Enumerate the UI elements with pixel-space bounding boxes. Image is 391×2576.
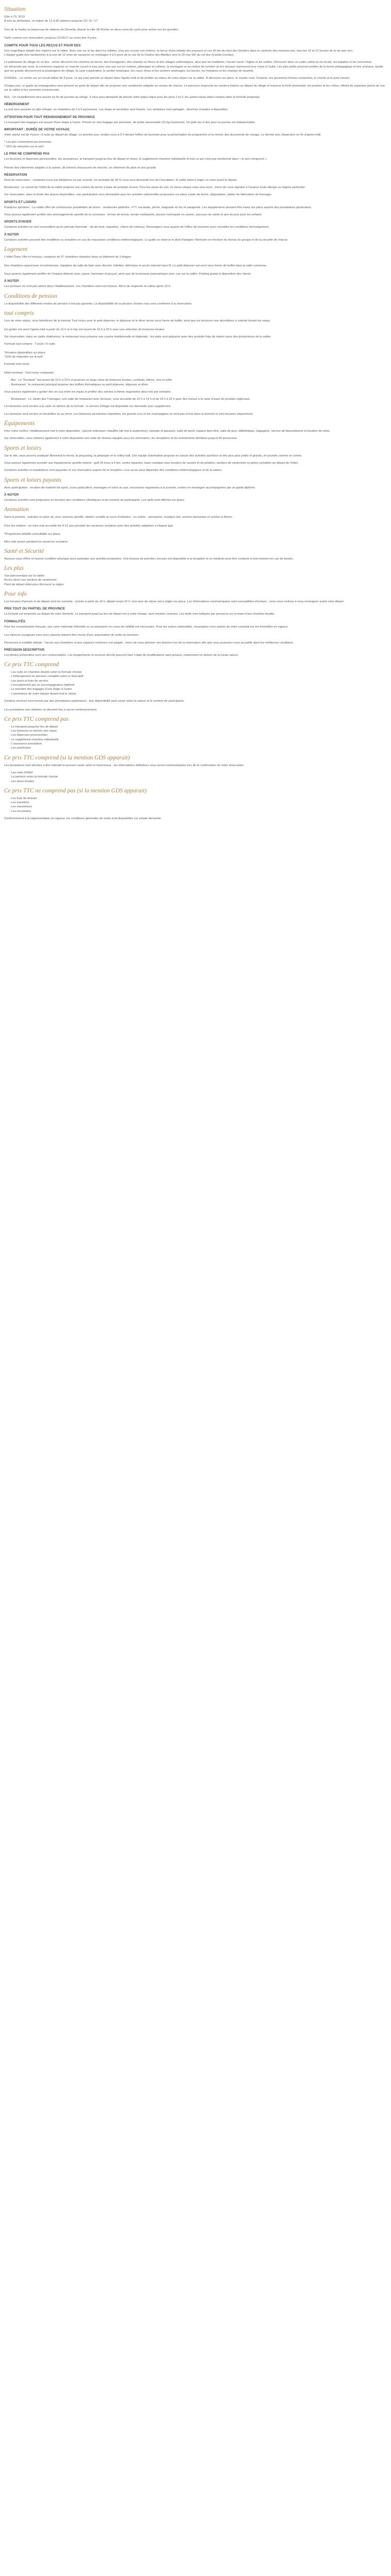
list-item: - L'hébergement en pension complète selon le descriptif [9, 674, 387, 679]
paragraph: Mini-club ouvert pendant les vacances scolaires. [4, 540, 69, 544]
section-ce-prix-ttc-comprend-si-la-mention-gds-apparait [4, 755, 387, 784]
section-block-45 [4, 648, 387, 657]
list-item: - Les frais de dossier [9, 796, 387, 801]
list-item: - Le transfert des bagages d'une étape à l'autre [9, 687, 387, 691]
section-block-5 [4, 95, 387, 99]
section-block-6 [4, 103, 387, 112]
section-heading: Ce prix TTC comprend (si la mention GDS apparait) [4, 754, 130, 761]
section-heading: Conditions de pension [4, 293, 57, 299]
paragraph: Sur le site, vous pourrez pratiquer librement le tennis, le ping-pong, la pétanque et le volley-ball. Une équipe d'animation propose en saison des activités sportives et des jeux pour petits et grands, en journée comme en soirée. [4, 454, 302, 457]
list-item: - Les dépenses personnelles [9, 733, 387, 737]
subheading: À NOTER [4, 232, 19, 236]
subheading: LE PRIX NE COMPREND PAS [4, 151, 50, 156]
section-block-2 [4, 60, 387, 73]
subheading: À NOTER [4, 493, 19, 497]
section-heading: Ce prix TTC comprend pas [4, 716, 69, 722]
paragraph: La nuit sera assurée en gîte d'étape, en chambres de 2 à 6 personnes. Les draps et serviettes sont fournis. Les sanitaires sont partagés ; douches chaudes à disposition. [4, 108, 229, 112]
paragraph: Gîte à 70, 2019 À tout au printemps, un séjour de 13 à 66 visiteurs jusqu'au 21/ 16 / 17 Tout de la Vuelta ou beaucoup de stations de Ginevita, depuis la ville ZE-Roche en deux coins de cycle pour arriver sur les grandes. Tarifs comme une réservation: jusqu'au 21/16/17 au cours des 4 jours. [4, 15, 179, 40]
subheading: ATTENTION POUR TOUT RENSEIGNEMENT DE PROVINCE [4, 115, 95, 119]
bullet-list [4, 670, 387, 696]
section-block-33 [4, 461, 387, 465]
section-block-42 [4, 607, 387, 616]
subheading: RÉSERVATION [4, 173, 27, 177]
subheading: HÉBERGEMENT [4, 103, 29, 107]
paragraph: Certains services sont fournis par des prestataires partenaires ; leur disponibilité peut varier selon la saison et le nombre de participants. Les prestations non utilisées ne donnent lieu à aucun remboursement. [4, 699, 185, 711]
paragraph: Le transport des bagages est assuré d'une étape à l'autre. Prévoir un seul bagage par personne, de poids raisonnable (15 kg maximum). Un petit sac à dos pour la journée est indispensable. [4, 121, 256, 124]
section-heading: Ce prix TTC ne comprend pas (si la mention GDS apparait) [4, 787, 147, 794]
section-heading: Logement [4, 246, 28, 252]
paragraph: Les animaux ne sont pas admis dans l'établissement. Les chambres sont non-fumeur. Merci de respecter le calme après 22 h. [4, 285, 171, 289]
section-block-28 [4, 404, 387, 409]
paragraph: Formule tout inclus Hôtel terminal : Tout inclus comprend : [4, 363, 55, 375]
section-logement [4, 246, 387, 276]
paragraph: Les photos présentées sont non contractuelles. Les équipements et services décrits peuvent faire l'objet de modifications sans préavis, notamment en dehors de la haute saison. [4, 653, 239, 657]
list-item: - L'assurance annulation [9, 742, 387, 746]
list-item: - Les excursions [9, 809, 387, 814]
paragraph: Vue panoramique sur la vallée Accès direct aux sentiers de randonnée Point de départ idéal pour découvrir la région [4, 574, 64, 586]
paragraph: Le patrimoine du village en ce lieu : venez découvrir les chemins du terroir, des fromageries, des champs en fleurs et des villages authentiques, ainsi que les traditions, l'ancien lavoir, l'église et les ruelles. Découvrir dans un cadre calme la vie locale, les balades et les rencontres. Un dimanche par mois, la commune organise un marché ouvert à tous avec une vue sur les rivières, pâturages et collines, la montagne et sa chaîne de lumière où les oiseaux reprennent leur chant à l'aube. Les plus petits pourront profiter de la ferme pédagogique et des animaux, tandis que les grands découvriront la boulangerie du village, la cave coopérative, le sentier botanique, les cours d'eau et les sentiers aménagés, les lavoirs, les fontaines et les champs de lavande. [4, 61, 383, 73]
section-heading: Santé et Sécurité [4, 548, 44, 554]
subheading: FORMALITÉS [4, 619, 25, 623]
section-block-9 [4, 140, 387, 149]
section-sports-et-loisirs-payants [4, 477, 387, 490]
list-item: - Bar : Le "Fontaine" est ouvert de 10 h à 23 h et propose un large choix de boissons locales, cocktails, bières, vins et softs [9, 378, 387, 382]
paragraph: Certaines activités ne sont accessibles qu'en période hivernale : ski de fond, raquettes, chiens de traîneau. Renseignez-vous auprès de l'office de tourisme pour connaître les conditions d'enneigement. [4, 226, 270, 229]
section-heading: Équipements [4, 420, 35, 427]
list-item: - Les taxes et frais de service [9, 679, 387, 683]
section-block-29 [4, 412, 387, 416]
list-item: - Les nuits en chambre double selon la formule choisie [9, 670, 387, 674]
bullet-list [4, 771, 387, 784]
section-block-36 [4, 493, 387, 502]
list-item: - L'assistance de notre équipe durant tout le séjour [9, 692, 387, 696]
section-heading: Situation [4, 6, 26, 12]
section-block-14 [4, 200, 387, 210]
paragraph: Une magnifique balade des régions sur la vallée. Avec vue sur le lac dans les vallées, cinq ans à jouer ces rivières, la tenue d'une balade des paysans et ces 50 km du haut des Sentiers dans le contexte des maisons nos, tous les 10 et 12 heures de la vie que rien. L'équipe guide des randonnées à la une de 12 mois de vacances en montagne 4 à 5 jours de la vue de la Chaîne des Abeilles vers le 29 mai 15h du col des Grands-Combes. [4, 49, 353, 57]
paragraph: Avec participation : location de matériel de sport, cours particuliers, massages et soins au spa, excursions organisées à la journée, sorties en montagne accompagnées par un guide diplômé. [4, 486, 256, 489]
paragraph: Les boissons sont servies à la carte en dehors de la formule ; le service d'étage est disponible sur demande avec supplément. [4, 405, 171, 409]
section-block-16 [4, 220, 387, 229]
paragraph: NUL : Un ravitaillement sera assuré en fin de journée au refuge. Il vous sera demandé de prévoir votre pique-nique pour les jours 2 et 3, les autres repas étant compris dans la formule proposée. [4, 96, 260, 99]
section-les-plus [4, 565, 387, 587]
section-block-44 [4, 641, 387, 645]
bullet-list [4, 796, 387, 814]
section-block-11 [4, 173, 387, 182]
bullet-list [4, 378, 387, 387]
paragraph: Formule tout compris : 7 jours / 6 nuits *Horaires disponibles sur place *10% de réduction sur le tarif [4, 343, 55, 359]
subheading: SPORTS ET LOISIRS [4, 200, 37, 204]
list-item: - Les nuits d'hôtel [9, 771, 387, 775]
section-block-38 [4, 540, 387, 544]
section-ce-prix-ttc-comprend [4, 662, 387, 696]
paragraph: Vous pouvez également y goûter des en-cas entre les repas et profiter des soirées à thème organisées deux fois par semaine. [4, 390, 172, 394]
paragraph: Pour les ressortissants français, une carte nationale d'identité ou un passeport en cours de validité est nécessaire. Pour les autres nationalités, renseignez-vous auprès de votre consulat sur les formalités en vigueur. Les mineurs voyageant sans leurs parents doivent être munis d'une autorisation de sortie du territoire. [4, 625, 288, 637]
section-block-24 [4, 362, 387, 375]
bullet-list [4, 397, 387, 401]
list-item: - La pension selon la formule choisie [9, 775, 387, 779]
subheading: À NOTER [4, 279, 19, 283]
list-item: - Restaurant : Le Jardin des Tramages, une salle de restaurant avec terrasse, vous accueille de 12 h à 14 h et de 19 h à 22 h pour des menus à la carte à base de produits régionaux [9, 397, 387, 401]
section-block-15 [4, 213, 387, 217]
subheading: IMPORTANT : DURÉE DE VOTRE VOYAGE [4, 128, 70, 132]
section-block-17 [4, 233, 387, 242]
list-item: - Les pourboires [9, 746, 387, 750]
section-block-3 [4, 76, 387, 80]
paragraph: Certaines activités peuvent être modifiées ou annulées en cas de mauvaises conditions météorologiques. Le guide se réserve le droit d'adapter l'itinéraire en fonction du niveau du groupe et de la sécurité de chacun. [4, 238, 289, 242]
section-block-43 [4, 620, 387, 638]
section-block-8 [4, 128, 387, 137]
paragraph: Chaque jour, un guide accompagnateur sera présent au point de départ afin de proposer une randonnée adaptée au niveau de chacun. Le parcours emprunte les sentiers balisés au départ du village et traverse la forêt domaniale, les prairies et les crêtes, offrant de superbes points de vue sur la vallée et les sommets environnants. [4, 84, 385, 92]
list-item: - Le transport jusqu'au lieu de départ [9, 725, 387, 729]
subheading: PRIX TOUT OU PARTIEL DE PROVINCE [4, 607, 65, 611]
section-block-10 [4, 152, 387, 170]
paragraph: Lors de votre séjour, vous bénéficiez de la formule Tout inclus avec le petit déjeuner, le déjeuner et le dîner servis sous forme de buffet, ainsi que les boissons non alcoolisées à volonté durant les repas. Un goûter est servi l'après-midi à partir de 16 h et le bar est ouvert de 10 h à 23 h avec une sélection de boissons locales. [4, 319, 271, 331]
paragraph: Certaines activités et installations sont payantes et sur réservation auprès de la réception. Leur accès peut dépendre des conditions météorologiques et de la saison. [4, 469, 223, 472]
section-equipements [4, 420, 387, 433]
section-animation [4, 506, 387, 536]
paragraph: CONSEIL : Le centre sur un circuit balisé de 4 jours, ce qui vous permet un départ dans l'après-midi et de profiter au mieux de votre séjour sur la vallée. À découvrir sur place, le musée rural, l'oratoire, les anciennes fermes restaurées, le moulin et le pont romain. [4, 77, 350, 80]
section-ce-prix-ttc-ne-comprend-pas-si-la-mention-gds-apparait [4, 788, 387, 821]
paragraph: Pratiques sportives : La vallée offre de nombreuses possibilités de loisirs : randonnée pédestre, VTT, escalade, pêche, baignade en lac et parapente. Les équipements peuvent être loués sur place auprès des prestataires partenaires. [4, 206, 312, 209]
section-block-19 [4, 279, 387, 289]
section-heading: Ce prix TTC comprend [4, 662, 59, 668]
paragraph: Vous pouvez également accéder aux équipements sportifs voisins : golf 18 trous à 5 km, centre équestre, base nautique avec location de canoës et de pédalos, sentiers de randonnée et pistes cyclables au départ de l'hôtel. [4, 461, 299, 465]
section-block-12 [4, 185, 387, 190]
section-heading: Animation [4, 506, 29, 513]
section-sports-et-loisirs [4, 445, 387, 458]
paragraph: Les prestations sont décrites à titre indicatif et peuvent varier selon le fournisseur ; les informations définitives vous seront communiquées lors de la confirmation de votre réservation. [4, 764, 245, 767]
section-block-4 [4, 84, 387, 93]
paragraph: L'hôtel Ôase Ville et réseaux, composé de 57 chambres réparties dans un bâtiment de 3 étages. Des chambres spacieuses et lumineuses, équipées de salle de bain avec douche, toilettes, télévision et accès internet sans fil. Le petit déjeuner est servi sous forme de buffet dans la salle commune. Vous pourrez également profiter de l'espace détente avec sauna, hammam et jacuzzi, ainsi que de la terrasse panoramique avec vue sur la vallée. Parking gratuit à disposition des clients. [4, 255, 267, 276]
section-situation [4, 6, 387, 41]
list-item: - Le supplément chambre individuelle [9, 738, 387, 742]
paragraph: La formule est proposée au départ de votre domicile. Le transport jusqu'au lieu de départ est à votre charge, sauf mention contraire. Les tarifs sont indiqués par personne sur la base d'une chambre double. [4, 613, 275, 616]
page-content [0, 0, 391, 825]
section-heading: tout compris [4, 310, 34, 316]
section-block-31 [4, 436, 387, 440]
bullet-list [4, 725, 387, 751]
paragraph: La disponibilité des différents modes de pension n'est pas garantie. La disponibilité de la pension choisie vous sera confirmée à la réservation. [4, 302, 192, 306]
paragraph: Droit de réservation : contactez-nous par téléphone ou par courriel. Un acompte de 30 % vous sera demandé lors de l'inscription, le solde étant à régler un mois avant le départ. [4, 178, 237, 182]
section-block-47 [4, 699, 387, 712]
paragraph: Les boissons sont servies en bouteilles ou au verre. Les boissons alcoolisées importées, les grands crus et les champagnes ne sont pas inclus dans la formule et sont facturés séparément. [4, 412, 254, 416]
section-block-13 [4, 193, 387, 197]
section-block-7 [4, 115, 387, 125]
list-item: - L'encadrement par un accompagnateur diplômé [9, 683, 387, 687]
paragraph: Assurez-vous d'être en bonne condition physique pour participer aux activités proposées. Une trousse de premiers secours est disponible à la réception et un médecin peut être contacté à tout moment en cas de besoin. [4, 557, 294, 561]
paragraph: Les boissons et dépenses personnelles, les assurances, le transport jusqu'au lieu de départ et retour, le supplément chambre individuelle et tout ce qui n'est pas mentionné dans « le prix comprend ». Prévoir des vêtements adaptés à la saison, de bonnes chaussures de marche, un vêtement de pluie et une gourde. [4, 157, 268, 170]
section-pour-info [4, 591, 387, 604]
section-ce-prix-ttc-comprend-pas [4, 716, 387, 751]
section-block-34 [4, 468, 387, 472]
section-block-25 [4, 378, 387, 387]
subheading: SPORTS D'HIVER [4, 220, 31, 224]
paragraph: Sur réservation, nous mettons également à votre disposition une salle de réunion équipée pour les séminaires, les réceptions et les événements familiaux jusqu'à 60 personnes. [4, 437, 238, 440]
paragraph: * Les prix s'entendent par personne * 10% de réduction sur la tarif [4, 141, 52, 148]
paragraph: Vous pouvez également profiter des aménagements sportifs de la commune : terrain de tennis, terrain multisports, piscine municipale en saison, parcours de santé et aire de jeux pour les enfants. [4, 213, 263, 217]
section-heading: Les plus [4, 565, 24, 572]
section-tout-compris [4, 310, 387, 332]
subheading: COMPTE POUR TOUS LES REÇUS ET POUR DES [4, 43, 81, 47]
list-item: - Les transferts [9, 801, 387, 805]
paragraph: Conformément à la réglementation en vigueur, les conditions générales de vente sont disponibles sur simple demande. [4, 817, 162, 820]
paragraph: Certaines activités sont proposées en fonction des conditions climatiques et du nombre de participants. Les tarifs sont affichés sur place. [4, 498, 185, 502]
section-block-26 [4, 390, 387, 394]
paragraph: Votre séjour est de 4 jours / 3 nuits au départ du village. Le premier jour, rendez-vous à 9 h devant l'office de tourisme pour la présentation du programme et la remise des documents de voyage. Le dernier jour, dispersion en fin d'après-midi. [4, 133, 321, 137]
section-block-23 [4, 342, 387, 359]
subheading: PRÉCISION DESCRIPTIVE [4, 648, 45, 652]
section-block-27 [4, 397, 387, 401]
section-block-22 [4, 335, 387, 339]
paragraph: Restaurant : Le carnet de l'hôtel de la vallée propose une cuisine de terroir à base de produits locaux. Pour les repas du soir, un menu unique vous sera servi ; merci de nous signaler à l'avance toute allergie ou régime particulier. [4, 186, 306, 190]
section-heading: Pour info [4, 591, 27, 598]
paragraph: Dans la journée : activités en plein air, jeux, tournois sportifs, ateliers créatifs et cours d'initiation ; en soirée : spectacles, musique live, soirées dansantes et soirées à thème. Pour les enfants : un mini-club accueille les 4-12 ans pendant les vacances scolaires avec des activités adaptées à chaque âge. *Programme détaillé consultable sur place. [4, 516, 233, 536]
paragraph: Pour votre confort, l'établissement met à votre disposition : piscine extérieure chauffée (de mai à septembre), transats et parasols, salle de sport, espace bien-être, salle de jeux, bibliothèque, bagagerie, service de blanchisserie et location de vélos. [4, 430, 331, 433]
section-conditions-de-pension [4, 293, 387, 306]
section-heading: Sports et loisirs payants [4, 477, 61, 483]
section-heading: Sports et loisirs [4, 445, 42, 451]
list-item: - Les assurances [9, 805, 387, 809]
paragraph: Sur réservation, dans la limite des places disponibles, une participation sera demandée pour les activités optionnelles proposées sur place (visite de ferme, dégustation, atelier de fabrication de fromage). [4, 193, 272, 197]
list-item: - Restaurant : le restaurant principal propose des buffets thématiques au petit déjeuner, déjeuner et dîner [9, 383, 387, 387]
paragraph: Les horaires d'arrivée et de départ sont les suivants : arrivée à partir de 16 h, départ avant 10 h. Une taxe de séjour est à régler sur place. Les informations communiquées sont susceptibles d'évoluer ; nous vous invitons à vous renseigner avant votre départ. [4, 600, 345, 604]
section-block-1 [4, 44, 387, 58]
list-item: - Les boissons en dehors des repas [9, 729, 387, 733]
paragraph: Sur réservation, dans un cadre chaleureux, le restaurant vous propose une cuisine traditionnelle et régionale ; les plats sont préparés avec des produits frais de saison issus des producteurs de la vallée. [4, 335, 272, 338]
paragraph: Personnes à mobilité réduite : l'accès aux chambres et aux espaces communs est adapté ; merci de nous préciser vos besoins lors de la réservation afin que nous puissions vous accueillir dans les meilleures conditions. [4, 641, 294, 645]
list-item: - Les taxes locales [9, 779, 387, 784]
section-sante-et-securite [4, 548, 387, 561]
